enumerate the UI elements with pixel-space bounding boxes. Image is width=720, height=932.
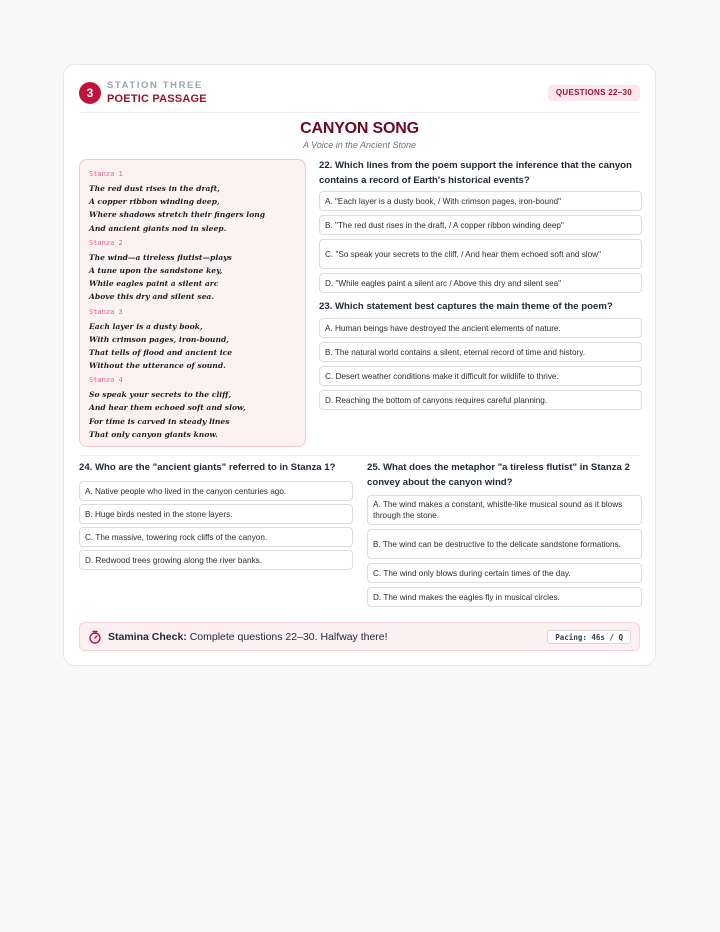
poem-line: That only canyon giants know.: [89, 429, 218, 439]
station-header: [79, 79, 640, 113]
poem-line: The red dust rises in the draft,: [89, 184, 220, 193]
answer-option[interactable]: D. "While eagles paint a silent arc / Above this dry and silent sea": [319, 273, 642, 293]
poem-line: And ancient giants nod in sleep.: [89, 223, 227, 233]
answer-option[interactable]: C. The wind only blows during certain times of the day.: [367, 563, 642, 583]
answer-option[interactable]: A. "Each layer is a dusty book, / With crimson pages, iron-bound": [319, 191, 642, 211]
answer-option[interactable]: B. The wind can be destructive to the delicate sandstone formations.: [367, 529, 642, 559]
question-text: 25. What does the metaphor "a tireless flutist" in Stanza 2 convey about the canyon wind?: [367, 462, 630, 488]
poem-line: While eagles paint a silent arc: [89, 279, 219, 289]
answer-option[interactable]: D. The wind makes the eagles fly in musical circles.: [367, 587, 642, 607]
stopwatch-icon: [88, 630, 102, 644]
poem-line: For time is carved in steady lines: [89, 416, 230, 426]
poem-line: And hear them echoed soft and slow,: [89, 403, 246, 413]
question-23: [319, 299, 642, 410]
stamina-text: Complete questions 22–30. Halfway there!: [186, 631, 388, 643]
question-25: [367, 460, 642, 607]
station-label: STATION THREE: [107, 80, 203, 91]
question-text: 22. Which lines from the poem support the inference that the canyon contains a record of Earth's historical events?: [319, 160, 632, 186]
answer-option[interactable]: A. Native people who lived in the canyon centuries ago.: [79, 481, 353, 501]
poem-line: So speak your secrets to the cliff,: [89, 390, 232, 400]
poem-line: With crimson pages, iron-bound,: [89, 334, 229, 344]
stanza-label: Stanza 4: [89, 376, 123, 385]
passage-type-label: POETIC PASSAGE: [107, 93, 207, 105]
answer-option[interactable]: A. The wind makes a constant, whistle-like musical sound as it blows through the stone.: [367, 495, 642, 525]
question-24: [79, 460, 353, 570]
poem-line: Each layer is a dusty book,: [89, 321, 203, 331]
poem-line: That tells of flood and ancient ice: [89, 347, 233, 357]
stanza-label: Stanza 3: [89, 307, 123, 316]
answer-option[interactable]: A. Human beings have destroyed the ancient elements of nature.: [319, 318, 642, 338]
stamina-check-banner: [79, 622, 640, 651]
poem-line: Above this dry and silent sea.: [89, 292, 214, 302]
stanza-label: Stanza 1: [89, 170, 123, 178]
stanza-label: Stanza 2: [89, 238, 123, 247]
question-22: [319, 158, 642, 293]
stanza: [89, 239, 296, 304]
question-text: 24. Who are the "ancient giants" referred to in Stanza 1?: [79, 462, 336, 473]
stamina-message: [108, 631, 388, 643]
station-number-badge: 3: [79, 82, 101, 104]
pacing-badge: Pacing: 46s / Q: [547, 630, 631, 644]
question-range-badge: QUESTIONS 22–30: [548, 85, 640, 101]
station-card: [63, 64, 656, 666]
answer-option[interactable]: B. The natural world contains a silent, eternal record of time and history.: [319, 342, 642, 362]
answer-option[interactable]: D. Redwood trees growing along the river banks.: [79, 550, 353, 570]
stanza: [89, 308, 296, 373]
question-text: 23. Which statement best captures the main theme of the poem?: [319, 301, 613, 312]
answer-option[interactable]: C. Desert weather conditions make it difficult for wildlife to thrive.: [319, 366, 642, 386]
answer-option[interactable]: C. The massive, towering rock cliffs of the canyon.: [79, 527, 353, 547]
poem-title: CANYON SONG: [300, 120, 419, 137]
answer-option[interactable]: B. Huge birds nested in the stone layers.: [79, 504, 353, 524]
poem-line: A copper ribbon winding deep,: [89, 197, 220, 207]
answer-option[interactable]: B. "The red dust rises in the draft, / A copper ribbon winding deep": [319, 215, 642, 235]
stamina-label: Stamina Check:: [108, 631, 187, 643]
poem-subtitle: A Voice in the Ancient Stone: [302, 140, 417, 150]
section-divider: [79, 455, 640, 456]
answer-option[interactable]: C. "So speak your secrets to the cliff, / And hear them echoed soft and slow": [319, 239, 642, 269]
poem-box: [79, 159, 306, 447]
poem-line: Where shadows stretch their fingers long: [89, 210, 266, 220]
poem-line: Without the utterance of sound.: [89, 361, 226, 371]
stanza: [89, 170, 296, 235]
poem-line: A tune upon the sandstone key,: [89, 265, 223, 275]
stanza: [89, 376, 296, 441]
answer-option[interactable]: D. Reaching the bottom of canyons requires careful planning.: [319, 390, 642, 410]
poem-line: The wind—a tireless flutist—plays: [89, 252, 232, 262]
